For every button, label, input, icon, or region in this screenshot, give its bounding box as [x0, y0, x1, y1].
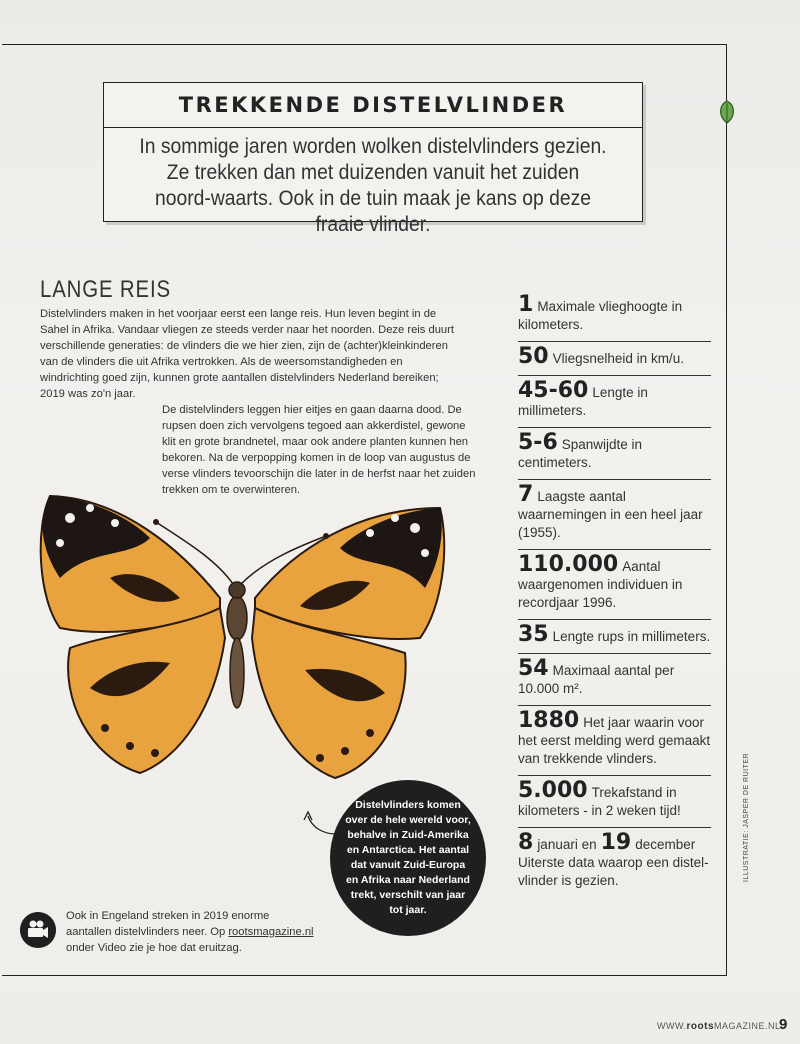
fact-number: 1: [518, 292, 534, 317]
footer-brand: roots: [686, 1021, 714, 1032]
fact-text: Het jaar waarin voor het eerst melding werd gemaakt van trekkende vlinders.: [518, 715, 711, 766]
fact-text: Trekafstand in kilometers - in 2 weken tijd!: [518, 785, 681, 818]
footer-suffix: MAGAZINE.NL: [714, 1021, 781, 1031]
fact-number: 7: [518, 482, 534, 507]
fact-number: 45-60: [518, 378, 589, 403]
fact-item: [518, 620, 711, 654]
body-paragraph-1: Distelvlinders maken in het voorjaar eerst een lange reis. Hun leven begint in de Sahel in Afrika. Vandaar vliegen ze steeds verder naar het noorden. Deze reis duurt verschillende generaties: de vlinders die we hier zien, zijn de (achter)kleinkinderen van de vlinders die uit Afrika vertrokken. Als de weersomstandigheden en windrichting goed zijn, kunnen grote aantallen distelvlinders Nederland bereiken; 2019 was zo'n jaar.: [40, 308, 454, 400]
fact-item: [518, 654, 711, 706]
fact-number: 5-6: [518, 430, 558, 455]
intro-text: In sommige jaren worden wolken distelvlinders gezien. Ze trekken dan met duizenden vanuit het zuiden noord-waarts. Ook in de tuin maak je kans op deze fraaie vlinder.: [139, 135, 607, 236]
fact-number: 110.000: [518, 552, 619, 577]
fact-item: [518, 480, 711, 550]
illustration-credit: ILLUSTRATIE: JASPER DE RUITER: [743, 752, 750, 882]
fact-number: 8: [518, 830, 534, 855]
fact-item: [518, 550, 711, 620]
video-text-before: Ook in Engeland streken in 2019 enorme aantallen distelvlinders neer. Op: [66, 910, 270, 938]
fact-text: Spanwijdte in centimeters.: [518, 437, 643, 470]
title-box: [103, 82, 643, 236]
fact-item: [518, 290, 711, 342]
fact-item: [518, 376, 711, 428]
fact-text: december Uiterste data waarop een distel-vlinder is gezien.: [518, 837, 709, 888]
fact-item: [518, 776, 711, 828]
page-number: 9: [779, 1016, 788, 1033]
fact-number: 54: [518, 656, 549, 681]
fact-item-dates: [518, 828, 711, 897]
fact-number: 1880: [518, 708, 580, 733]
butterfly-illustration: [30, 488, 450, 788]
fact-text: Maximale vlieghoogte in kilometers.: [518, 299, 683, 332]
fact-text: januari en: [537, 837, 597, 852]
fact-item: [518, 342, 711, 376]
info-bubble: [330, 780, 486, 936]
fact-text: Aantal waargenomen individuen in recordjaar 1996.: [518, 559, 683, 610]
fact-number: 19: [600, 830, 632, 855]
video-note: [66, 908, 316, 956]
section-heading: LANGE REIS: [40, 276, 171, 303]
fact-text: Lengte in millimeters.: [518, 385, 648, 418]
video-link[interactable]: rootsmagazine.nl: [228, 926, 314, 938]
leaf-icon: [717, 100, 737, 124]
video-camera-icon[interactable]: [20, 912, 56, 948]
fact-number: 5.000: [518, 778, 588, 803]
fact-item: [518, 706, 711, 776]
video-text-after: onder Video zie je hoe dat eruitzag.: [66, 942, 242, 954]
page-title: TREKKENDE DISTELVLINDER: [104, 83, 642, 128]
fact-number: 50: [518, 344, 549, 369]
fact-text: Lengte rups in millimeters.: [552, 629, 711, 644]
footer-url[interactable]: [657, 1021, 781, 1032]
bubble-text: Distelvlinders komen over de hele wereld voor, behalve in Zuid-Amerika en Antarctica. Het aantal dat vanuit Zuid-Europa en Afrika naar Nederland trekt, verschilt van jaar tot jaar.: [345, 799, 471, 916]
fact-text: Vliegsnelheid in km/u.: [552, 351, 684, 366]
fact-number: 35: [518, 622, 549, 647]
footer-www: WWW.: [657, 1021, 687, 1031]
facts-list: [518, 290, 711, 897]
fact-text: Laagste aantal waarnemingen in een heel jaar (1955).: [518, 489, 703, 540]
fact-text: Maximaal aantal per 10.000 m².: [518, 663, 675, 696]
fact-item: [518, 428, 711, 480]
body-paragraph-2: De distelvlinders leggen hier eitjes en gaan daarna dood. De rupsen doen zich vervolgens tegoed aan akkerdistel, gewone klit en grote brandnetel, maar ook andere planten kunnen hen bekoren. Na de verpopping komen in de loop van augustus de verse vlinders tevoorschijn die later in de herfst naar het zuiden trekken om te overwinteren.: [162, 404, 476, 496]
